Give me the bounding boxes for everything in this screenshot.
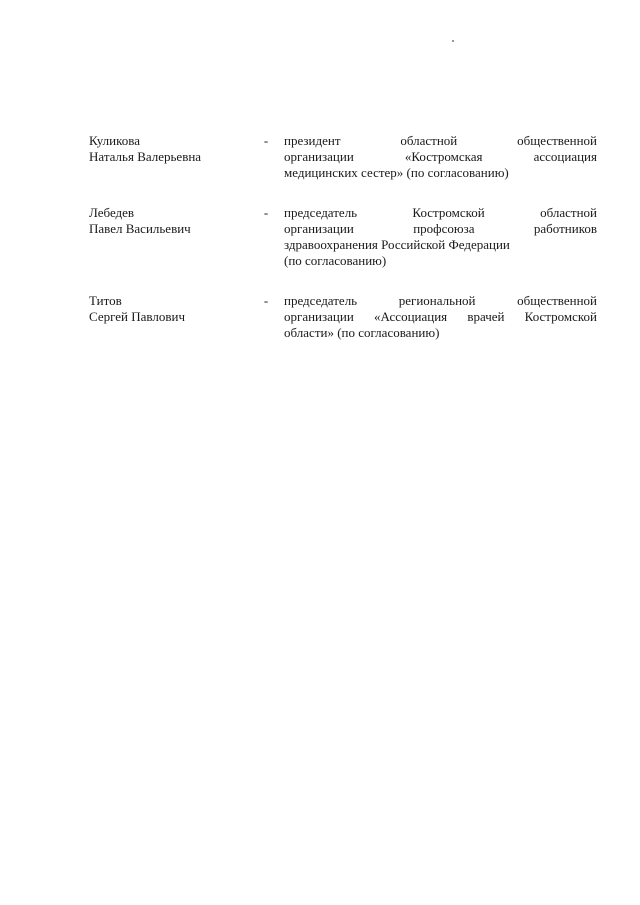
dash-separator: - <box>263 293 269 308</box>
role-line: организации профсоюза работников <box>284 221 597 236</box>
member-surname: Куликова <box>89 133 140 148</box>
member-role <box>284 133 597 181</box>
member-given-names: Павел Васильевич <box>89 221 191 236</box>
member-surname: Лебедев <box>89 205 135 220</box>
member-name <box>89 133 259 165</box>
role-line: председатель региональной общественной <box>284 293 597 308</box>
scan-speck <box>452 40 454 42</box>
role-line: организации «Костромская ассоциация <box>284 149 597 164</box>
member-entry <box>89 205 599 271</box>
member-entry <box>89 133 599 183</box>
member-name <box>89 205 259 237</box>
member-name <box>89 293 259 325</box>
member-role <box>284 293 597 341</box>
member-given-names: Наталья Валерьевна <box>89 149 202 164</box>
role-line: здравоохранения Российской Федерации <box>284 237 510 252</box>
role-line: президент областной общественной <box>284 133 597 148</box>
member-given-names: Сергей Павлович <box>89 309 185 324</box>
role-line: организации «Ассоциация врачей Костромской <box>284 309 597 324</box>
role-line: медицинских сестер» (по согласованию) <box>284 165 509 180</box>
dash-separator: - <box>263 133 269 148</box>
member-role <box>284 205 597 269</box>
dash-separator: - <box>263 205 269 220</box>
role-line: области» (по согласованию) <box>284 325 440 340</box>
member-entry <box>89 293 599 343</box>
role-line: (по согласованию) <box>284 253 387 268</box>
member-surname: Титов <box>89 293 122 308</box>
role-line: председатель Костромской областной <box>284 205 597 220</box>
